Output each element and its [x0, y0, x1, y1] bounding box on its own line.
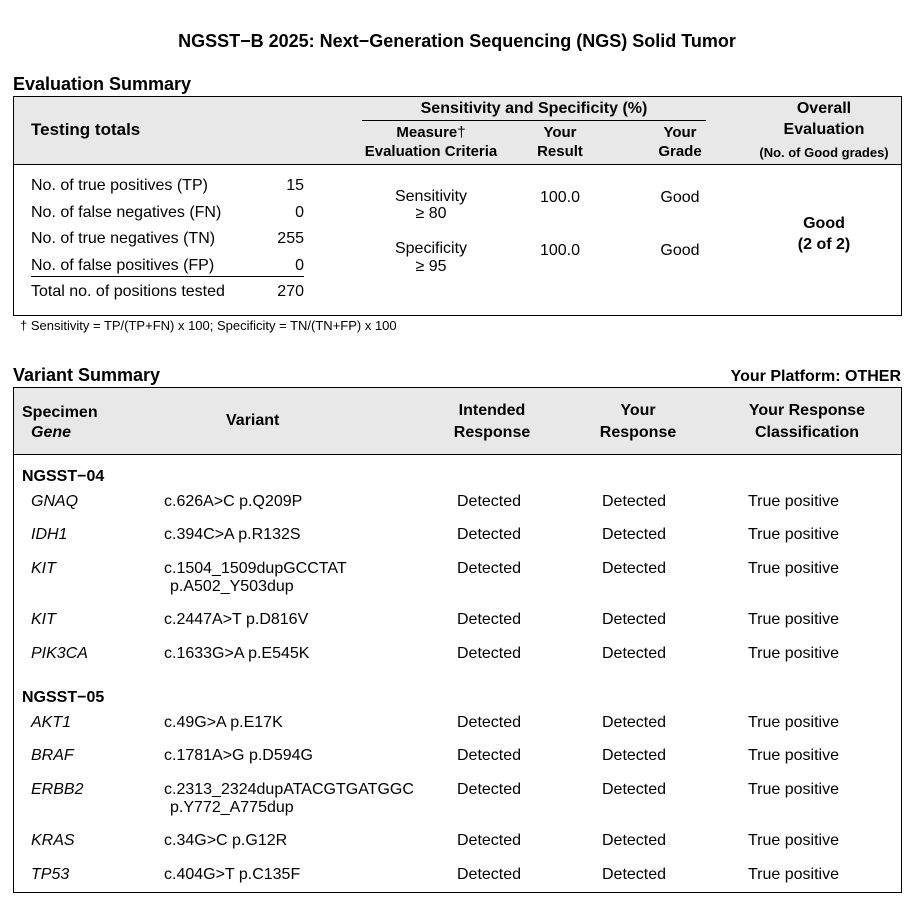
testing-totals-label: Testing totals: [31, 120, 141, 139]
measure-sensitivity-grade: Good: [660, 189, 700, 206]
variant-cell: c.2447A>T p.D816V: [164, 611, 309, 628]
col-intended-line2: Response: [453, 424, 531, 441]
platform-label: Your Platform: OTHER: [730, 368, 901, 385]
response-cell: Detected: [602, 781, 667, 798]
dagger-mark: †: [457, 124, 466, 141]
measure-specificity-criteria: ≥ 95: [415, 258, 447, 275]
variant-header: [14, 388, 901, 455]
response-cell: Detected: [602, 526, 667, 543]
classification-cell: True positive: [748, 645, 839, 662]
col-classification-line1: Your Response: [748, 402, 866, 419]
col-intended-line1: Intended: [458, 402, 526, 419]
footnote: † Sensitivity = TP/(TP+FN) x 100; Specificity = TN/(TN+FP) x 100: [20, 318, 397, 333]
col-result-line2: Result: [537, 143, 583, 160]
measure-sensitivity-result: 100.0: [539, 189, 581, 206]
gene-cell: KIT: [31, 611, 56, 628]
response-cell: Detected: [602, 866, 667, 883]
total-value-tp: 15: [286, 177, 304, 194]
overall-result: Good: [803, 215, 845, 232]
col-response-line2: Response: [599, 424, 677, 441]
variant-cell: c.2313_2324dupATACGTGATGGC: [164, 781, 414, 798]
specimen-ngsst-05: NGSST−05: [22, 689, 105, 706]
intended-cell: Detected: [457, 747, 522, 764]
classification-cell: True positive: [748, 560, 839, 577]
col-measure-line2: Evaluation Criteria: [364, 143, 498, 160]
response-cell: Detected: [602, 645, 667, 662]
classification-cell: True positive: [748, 714, 839, 731]
gene-cell: GNAQ: [31, 493, 79, 510]
classification-cell: True positive: [748, 611, 839, 628]
col-overall-line2: Evaluation: [783, 121, 865, 138]
response-cell: Detected: [602, 832, 667, 849]
measure-specificity-grade: Good: [660, 242, 700, 259]
classification-cell: True positive: [748, 866, 839, 883]
classification-cell: True positive: [748, 493, 839, 510]
intended-cell: Detected: [457, 832, 522, 849]
variant-cell: c.34G>C p.G12R: [164, 832, 288, 849]
variant-summary-title: Variant Summary: [13, 365, 161, 385]
total-label-tn: No. of true negatives (TN): [31, 230, 216, 247]
col-grade-line1: Your: [663, 124, 697, 141]
intended-cell: Detected: [457, 781, 522, 798]
intended-cell: Detected: [457, 645, 522, 662]
variant-summary-box: [13, 387, 902, 893]
col-measure-line1: Measure: [396, 124, 458, 141]
evaluation-summary-title: Evaluation Summary: [13, 74, 192, 94]
classification-cell: True positive: [748, 832, 839, 849]
gene-cell: TP53: [31, 866, 70, 883]
response-cell: Detected: [602, 493, 667, 510]
gene-cell: KIT: [31, 560, 56, 577]
overall-count: (2 of 2): [797, 236, 851, 253]
total-value-fn: 0: [295, 204, 304, 221]
variant-cell: c.1781A>G p.D594G: [164, 747, 313, 764]
response-cell: Detected: [602, 747, 667, 764]
variant-cell: c.626A>C p.Q209P: [164, 493, 303, 510]
measure-sensitivity-criteria: ≥ 80: [415, 205, 447, 222]
specimen-ngsst-04: NGSST−04: [22, 468, 105, 485]
intended-cell: Detected: [457, 493, 522, 510]
response-cell: Detected: [602, 560, 667, 577]
intended-cell: Detected: [457, 866, 522, 883]
col-result-line1: Your: [543, 124, 577, 141]
total-value-total: 270: [277, 283, 304, 300]
col-gene: Gene: [31, 424, 72, 441]
gene-cell: BRAF: [31, 747, 74, 764]
gene-cell: IDH1: [31, 526, 68, 543]
total-label-tp: No. of true positives (TP): [31, 177, 208, 194]
col-grade-line2: Grade: [658, 143, 702, 160]
report-title: NGSST−B 2025: Next−Generation Sequencing (NGS) Solid Tumor: [178, 31, 736, 51]
variant-cell: c.1633G>A p.E545K: [164, 645, 310, 662]
measure-specificity-name: Specificity: [394, 240, 468, 257]
measure-sensitivity-name: Sensitivity: [394, 188, 468, 205]
col-response-line1: Your: [620, 402, 656, 419]
total-value-fp: 0: [295, 257, 304, 274]
classification-cell: True positive: [748, 781, 839, 798]
intended-cell: Detected: [457, 714, 522, 731]
classification-cell: True positive: [748, 526, 839, 543]
sens-spec-header: Sensitivity and Specificity (%): [420, 100, 648, 117]
variant-protein-cell: p.A502_Y503dup: [170, 578, 294, 595]
sens-spec-underline: [362, 120, 706, 121]
classification-cell: True positive: [748, 747, 839, 764]
variant-protein-cell: p.Y772_A775dup: [170, 799, 294, 816]
total-label-total: Total no. of positions tested: [31, 283, 225, 300]
intended-cell: Detected: [457, 560, 522, 577]
col-overall-line1: Overall: [796, 100, 852, 117]
gene-cell: PIK3CA: [31, 645, 88, 662]
col-overall-line3: (No. of Good grades): [759, 145, 889, 160]
variant-cell: c.1504_1509dupGCCTAT: [164, 560, 347, 577]
intended-cell: Detected: [457, 611, 522, 628]
measure-specificity-result: 100.0: [539, 242, 581, 259]
response-cell: Detected: [602, 714, 667, 731]
col-variant: Variant: [226, 412, 280, 429]
variant-cell: c.49G>A p.E17K: [164, 714, 283, 731]
gene-cell: ERBB2: [31, 781, 84, 798]
total-label-fn: No. of false negatives (FN): [31, 204, 222, 221]
total-label-fp: No. of false positives (FP): [31, 257, 215, 274]
intended-cell: Detected: [457, 526, 522, 543]
col-measure-header: [362, 124, 500, 141]
total-value-tn: 255: [277, 230, 304, 247]
totals-sum-line: [31, 276, 304, 277]
col-specimen: Specimen: [22, 404, 98, 421]
response-cell: Detected: [602, 611, 667, 628]
gene-cell: KRAS: [31, 832, 75, 849]
gene-cell: AKT1: [31, 714, 72, 731]
col-classification-line2: Classification: [754, 424, 860, 441]
variant-cell: c.404G>T p.C135F: [164, 866, 301, 883]
variant-cell: c.394C>A p.R132S: [164, 526, 301, 543]
